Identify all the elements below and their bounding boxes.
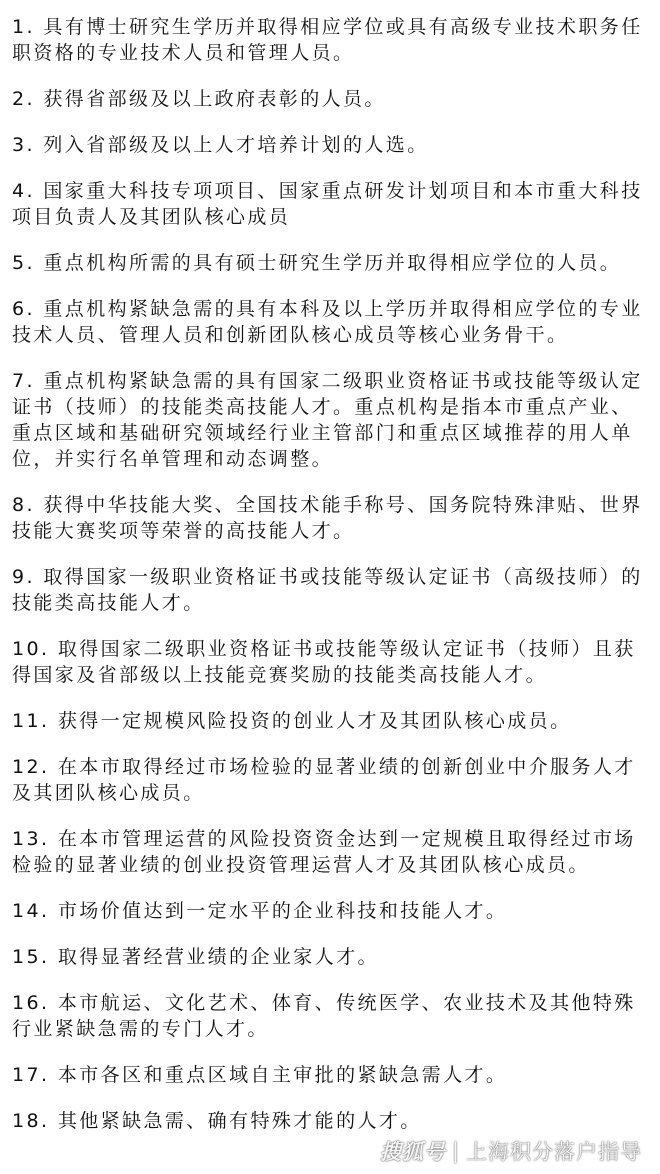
list-item: [12, 990, 648, 1042]
item-number: 11.: [12, 710, 50, 732]
item-text: 本市各区和重点区域自主审批的紧缺急需人才。: [57, 1064, 508, 1086]
item-number: 4.: [12, 180, 35, 202]
item-text: 在本市取得经过市场检验的显著业绩的创新创业中介服务人才及其团队核心成员。: [12, 756, 636, 804]
list-item: [12, 898, 648, 924]
item-number: 2.: [12, 88, 35, 110]
item-text: 在本市管理运营的风险投资资金达到一定规模且取得经过市场检验的显著业绩的创业投资管理运营人才及其团队核心成员。: [12, 828, 636, 876]
list-item: [12, 944, 648, 970]
watermark-account: 上海积分落户指导: [466, 1140, 642, 1164]
watermark: [372, 1134, 650, 1168]
list-item: [12, 250, 648, 276]
watermark-separator: |: [451, 1139, 460, 1163]
item-text: 重点机构紧缺急需的具有本科及以上学历并取得相应学位的专业技术人员、管理人员和创新团队核心成员等核心业务骨干。: [12, 298, 643, 346]
list-item: [12, 754, 648, 806]
item-text: 获得一定规模风险投资的创业人才及其团队核心成员。: [57, 710, 572, 732]
item-number: 10.: [12, 638, 50, 660]
item-number: 9.: [12, 566, 35, 588]
item-text: 取得国家一级职业资格证书或技能等级认定证书（高级技师）的技能类高技能人才。: [12, 566, 643, 614]
item-text: 重点机构所需的具有硕士研究生学历并取得相应学位的人员。: [43, 252, 622, 274]
list-item: [12, 1108, 648, 1134]
list-item: [12, 368, 648, 472]
item-number: 12.: [12, 756, 50, 778]
item-text: 国家重大科技专项项目、国家重点研发计划项目和本市重大科技项目负责人及其团队核心成员: [12, 180, 643, 228]
item-number: 15.: [12, 946, 50, 968]
item-text: 具有博士研究生学历并取得相应学位或具有高级专业技术职务任职资格的专业技术人员和管理人员。: [12, 16, 643, 64]
item-text: 本市航运、文化艺术、体育、传统医学、农业技术及其他特殊行业紧缺急需的专门人才。: [12, 992, 636, 1040]
item-text: 市场价值达到一定水平的企业科技和技能人才。: [57, 900, 508, 922]
document-body: [12, 14, 648, 1154]
item-number: 17.: [12, 1064, 50, 1086]
item-text: 列入省部级及以上人才培养计划的人选。: [43, 134, 429, 156]
item-number: 16.: [12, 992, 50, 1014]
item-text: 取得显著经营业绩的企业家人才。: [57, 946, 379, 968]
item-text: 获得省部级及以上政府表彰的人员。: [43, 88, 386, 110]
list-item: [12, 708, 648, 734]
list-item: [12, 826, 648, 878]
list-item: [12, 636, 648, 688]
list-item: [12, 14, 648, 66]
item-text: 取得国家二级职业资格证书或技能等级认定证书（技师）且获得国家及省部级以上技能竞赛奖励的技能类高技能人才。: [12, 638, 636, 686]
item-text: 重点机构紧缺急需的具有国家二级职业资格证书或技能等级认定证书（技师）的技能类高技能人才。重点机构是指本市重点产业、重点区域和基础研究领域经行业主管部门和重点区域推荐的用人单位，并实行名单管理和动态调整。: [12, 370, 643, 470]
item-number: 3.: [12, 134, 35, 156]
item-text: 其他紧缺急需、确有特殊才能的人才。: [57, 1110, 422, 1132]
item-number: 18.: [12, 1110, 50, 1132]
item-number: 8.: [12, 494, 35, 516]
item-number: 14.: [12, 900, 50, 922]
item-number: 1.: [12, 16, 35, 38]
list-item: [12, 132, 648, 158]
list-item: [12, 86, 648, 112]
list-item: [12, 492, 648, 544]
list-item: [12, 564, 648, 616]
item-number: 7.: [12, 370, 35, 392]
item-number: 13.: [12, 828, 50, 850]
item-number: 5.: [12, 252, 35, 274]
item-number: 6.: [12, 298, 35, 320]
list-item: [12, 1062, 648, 1088]
list-item: [12, 178, 648, 230]
watermark-logo: 搜狐号: [379, 1140, 446, 1164]
list-item: [12, 296, 648, 348]
item-text: 获得中华技能大奖、全国技术能手称号、国务院特殊津贴、世界技能大赛奖项等荣誉的高技能人才。: [12, 494, 643, 542]
